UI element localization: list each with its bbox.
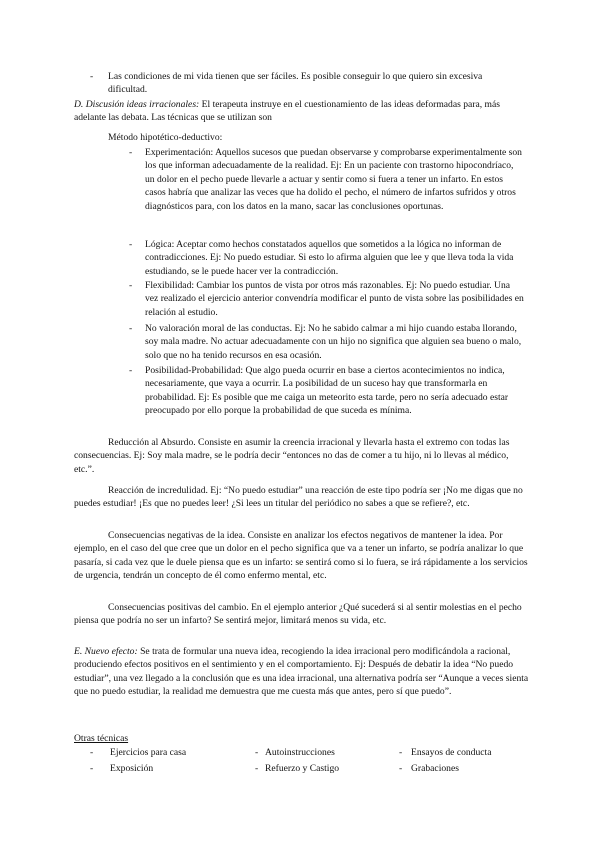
bullet-dash: - [399, 763, 403, 774]
bullet-dash: - [90, 71, 94, 82]
section-d-heading: D. Discusión ideas irracionales: [74, 99, 200, 110]
otras-tecnicas-row [0, 762, 600, 776]
bullet-dash: - [399, 747, 403, 758]
bullet-dash: - [90, 747, 94, 758]
paragraph-reaccion-incredulidad: Reacción de incredulidad. Ej: “No puedo estudiar” una reacción de este tipo podría ser ¡No me digas que no puedes estudiar! ¡Es que no puedes leer! ¿Si lees un titular del periódico no sabes a que se refiere?, etc. [74, 485, 523, 510]
technique-posibilidad-probabilidad: Posibilidad-Probabilidad: Que algo pueda ocurrir en base a ciertos acontecimientos no indica, necesariamente, que vaya a ocurrir. La posibilidad de un suceso hay que transformarla en probabilidad. Ej: Es posible que me caiga un meteorito esta tarde, pero no sería adecuado estar preocupado por ello porque la probabilidad de que suceda es mínima. [145, 365, 509, 417]
bullet-dash: - [129, 239, 133, 250]
list-item: Autoinstrucciones [265, 747, 335, 758]
bullet-dash: - [129, 323, 133, 334]
paragraph-consecuencias-positivas: Consecuencias positivas del cambio. En el ejemplo anterior ¿Qué sucederá si al sentir molestias en el pecho piensa que podría no ser un infarto? Se sentirá mejor, limitará menos su vida, etc. [74, 602, 522, 627]
section-e-paragraph [74, 645, 530, 699]
bullet-dash: - [90, 763, 94, 774]
paragraph-reduccion-absurdo: Reducción al Absurdo. Consiste en asumir la creencia irracional y llevarla hasta el extremo con todas las consecuencias. Ej: Soy mala madre, se le podría decir “entonces no das de comer a tu hijo, ni lo llevas al médico, etc.”. [74, 437, 510, 475]
section-e-heading: E. Nuevo efecto: [74, 646, 138, 657]
technique-experimentacion: Experimentación: Aquellos sucesos que puedan observarse y comprobarse experimentalmente son los que informan adecuadamente de la realidad. Ej: En un paciente con trastorno hipocondríaco, un dolor en el pecho puede llevarle a actuar y sentir como si fuera a tener un infarto. En estos casos habría que analizar las veces que ha dolido el pecho, el número de infartos sufridos y otros diagnósticos para, con los datos en la mano, sacar las conclusiones oportunas. [145, 147, 522, 212]
paragraph-consecuencias-negativas: Consecuencias negativas de la idea. Consiste en analizar los efectos negativos de mantener la idea. Por ejemplo, en el caso del que cree que un dolor en el pecho significa que va a tener un infarto, se podría analizar lo que pasaría, si cada vez que le duele piensa que es un infarto: se sentirá como si lo fuera, se irá rápidamente a los servicios de urgencia, tendrán un concepto de él como enfermo mental, etc. [74, 530, 528, 582]
intro-bullet-text: Las condiciones de mi vida tienen que ser fáciles. Es posible conseguir lo que quiero sin excesiva dificultad. [108, 71, 483, 96]
list-item: Grabaciones [411, 763, 459, 774]
method-title: Método hipotético-deductivo: [108, 132, 223, 143]
bullet-dash: - [129, 365, 133, 376]
bullet-dash: - [255, 763, 259, 774]
section-d-text: El terapeuta instruye en el cuestionamiento de las ideas deformadas para, más adelante las debata. Las técnicas que se utilizan son [74, 99, 501, 124]
bullet-dash: - [129, 147, 133, 158]
section-e-text: Se trata de formular una nueva idea, recogiendo la idea irracional pero modificándola a racional, produciendo efectos positivos en el sentimiento y en el comportamiento. Ej: Después de debatir la idea “No puedo estudiar”, una vez llegado a la conclusión que es una idea irracional, una alternativa podría ser “Aunque a veces sienta que no puedo estudiar, la realidad me demuestra que me cuesta más que antes, pero sí que puedo”. [74, 646, 529, 698]
technique-flexibilidad: Flexibilidad: Cambiar los puntos de vista por otros más razonables. Ej: No puedo estudiar. Una vez realizado el ejercicio anterior convendría modificar el punto de vista sobre las posibilidades en relación al estudio. [145, 280, 524, 318]
list-item: Ejercicios para casa [110, 747, 187, 758]
list-item: Exposición [110, 763, 154, 774]
list-item: Refuerzo y Castigo [265, 763, 340, 774]
technique-logica: Lógica: Aceptar como hechos constatados aquellos que sometidos a la lógica no informan de contradicciones. Ej: No puedo estudiar. Si esto lo afirma alguien que lee y que lleva toda la vida estudiando, se le puede hacer ver la contradicción. [145, 239, 514, 277]
section-d-paragraph [74, 98, 530, 125]
technique-no-valoracion-moral: No valoración moral de las conductas. Ej: No he sabido calmar a mi hijo cuando estaba llorando, soy mala madre. No actuar adecuadamente con un hijo no significa que alguien sea bueno o malo, solo que no ha tenido recursos en esa ocasión. [145, 323, 522, 361]
bullet-dash: - [129, 280, 133, 291]
otras-tecnicas-row [0, 746, 600, 760]
bullet-dash: - [255, 747, 259, 758]
list-item: Ensayos de conducta [411, 747, 492, 758]
otras-tecnicas-title: Otras técnicas [74, 733, 129, 744]
